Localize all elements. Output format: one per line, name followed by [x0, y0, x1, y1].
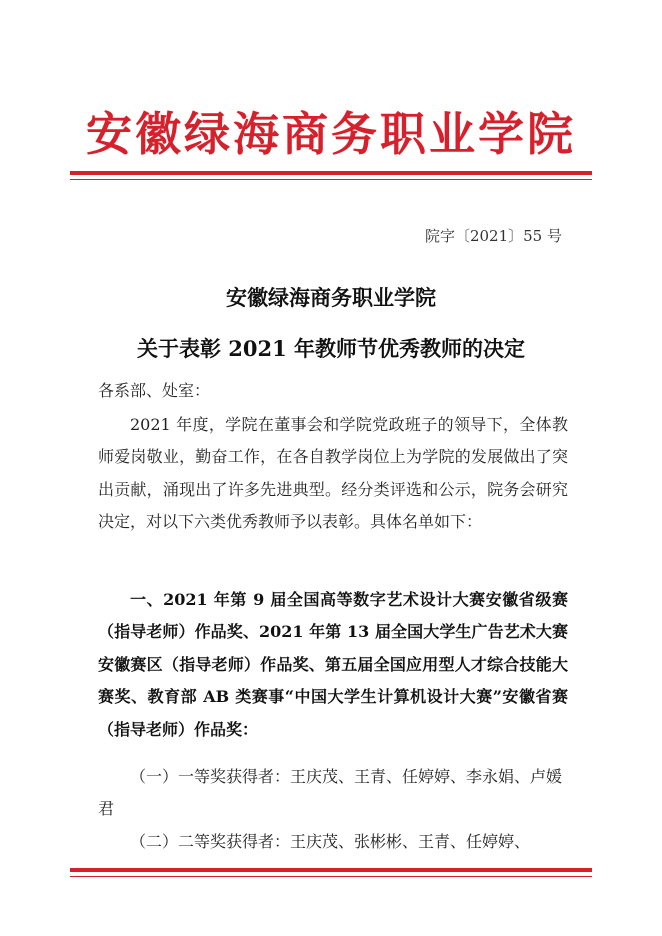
document-number: 院字〔2021〕55 号 — [424, 227, 562, 245]
document-title-line2: 关于表彰 2021 年教师节优秀教师的决定 — [136, 336, 526, 361]
footer-rule-thin — [70, 876, 592, 877]
letterhead-org-name: 安徽绿海商务职业学院 — [86, 107, 576, 161]
letterhead-rule-thick — [70, 171, 592, 175]
award-item-second: （二）二等奖获得者：王庆茂、张彬彬、王青、任婷婷、 — [130, 832, 531, 851]
footer-rule-thick — [70, 868, 592, 872]
letterhead-rule-thin — [70, 179, 592, 180]
award-item-first: （一）一等奖获得者：王庆茂、王青、任婷婷、李永娟、卢媛君 — [98, 767, 563, 819]
document-title-line1: 安徽绿海商务职业学院 — [226, 285, 436, 310]
section-heading-1: 一、2021 年第 9 届全国高等数字艺术设计大赛安徽省级赛（指导老师）作品奖、2021 年第 13 届全国大学生广告艺术大赛安徽赛区（指导老师）作品奖、第五届全国应用型人才综合技能大赛奖、教育部 AB 类赛事“中国大学生计算机设计大赛”安徽省赛（指导老师）作品奖： — [98, 590, 568, 739]
intro-paragraph: 2021 年度，学院在董事会和学院党政班子的领导下，全体教师爱岗敬业，勤奋工作，在各自教学岗位上为学院的发展做出了突出贡献，涌现出了许多先进典型。经分类评选和公示，院务会研究决定，对以下六类优秀教师予以表彰。具体名单如下： — [98, 415, 568, 532]
salutation: 各系部、处室： — [98, 381, 211, 400]
